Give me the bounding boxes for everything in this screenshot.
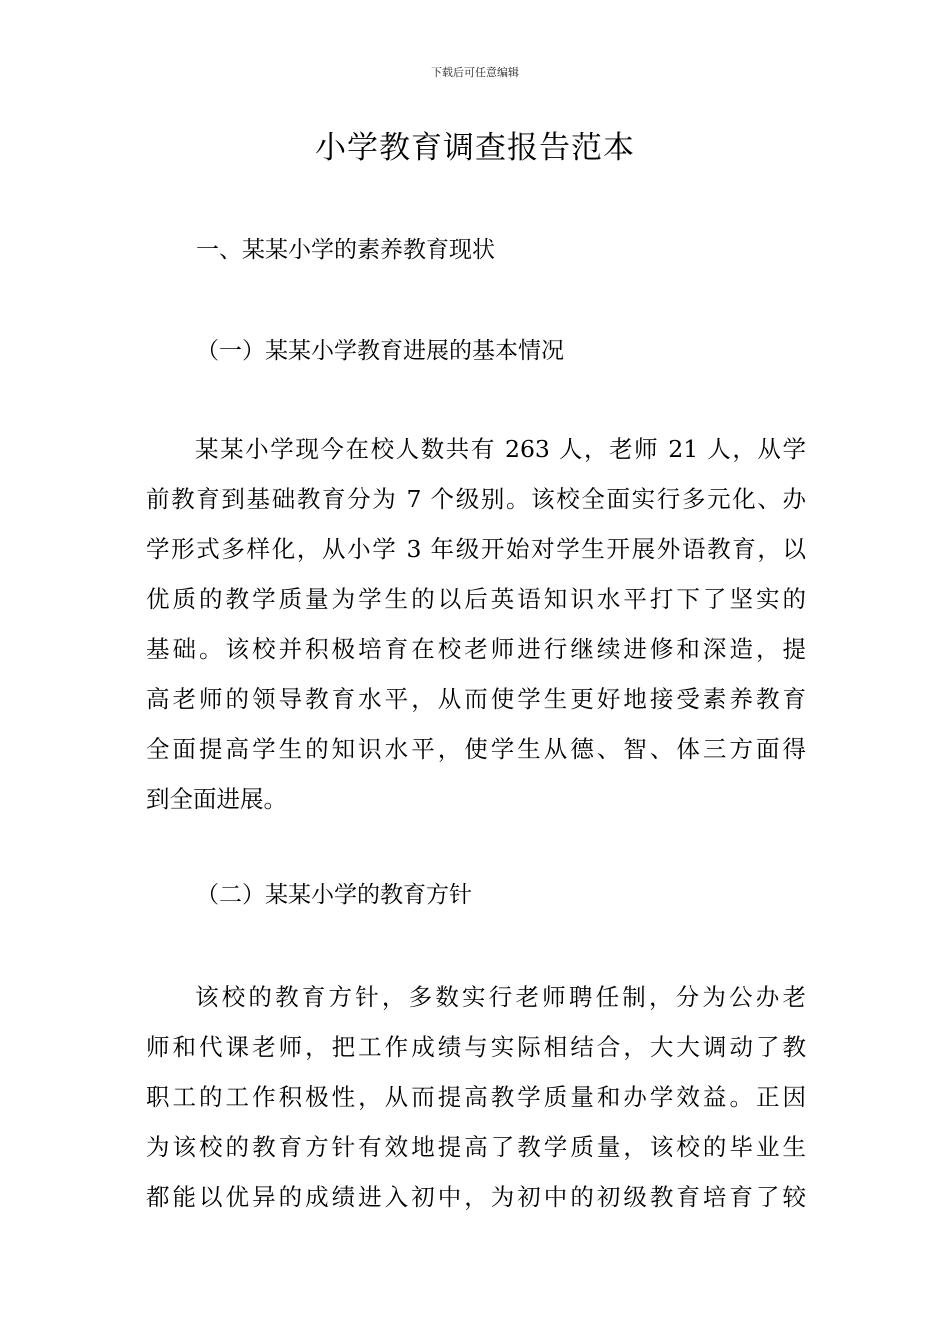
paragraph-line: 该校的教育方针，多数实行老师聘任制，分为公办老 xyxy=(195,983,806,1011)
paragraph-line: 前教育到基础教育分为 7 个级别。该校全面实行多元化、办 xyxy=(146,485,806,513)
paragraph-education-policy xyxy=(146,972,806,1222)
subsection-heading-2: （二）某某小学的教育方针 xyxy=(196,882,472,908)
paragraph-line: 都能以优异的成绩进入初中，为初中的初级教育培育了较 xyxy=(146,1183,806,1211)
paragraph-line: 职工的工作积极性，从而提高教学质量和办学效益。正因 xyxy=(146,1083,806,1111)
paragraph-line: 为该校的教育方针有效地提高了教学质量，该校的毕业生 xyxy=(146,1133,806,1161)
document-title: 小学教育调查报告范本 xyxy=(315,130,635,166)
paragraph-line: 某某小学现今在校人数共有 263 人，老师 21 人，从学 xyxy=(195,435,806,463)
paragraph-line: 全面提高学生的知识水平，使学生从德、智、体三方面得 xyxy=(146,735,806,763)
subsection-heading-1: （一）某某小学教育进展的基本情况 xyxy=(196,338,564,364)
paragraph-line: 基础。该校并积极培育在校老师进行继续进修和深造，提 xyxy=(146,635,806,663)
paragraph-line: 师和代课老师，把工作成绩与实际相结合，大大调动了教 xyxy=(146,1033,806,1061)
paragraph-line: 学形式多样化，从小学 3 年级开始对学生开展外语教育，以 xyxy=(146,535,806,563)
paragraph-basic-situation xyxy=(146,424,806,824)
section-heading-1: 一、某某小学的素养教育现状 xyxy=(196,237,495,263)
paragraph-line: 到全面进展。 xyxy=(146,785,287,813)
paragraph-line: 优质的教学质量为学生的以后英语知识水平打下了坚实的 xyxy=(146,585,806,613)
paragraph-line: 高老师的领导教育水平，从而使学生更好地接受素养教育 xyxy=(146,685,806,713)
page-header-note: 下载后可任意编辑 xyxy=(431,66,519,79)
